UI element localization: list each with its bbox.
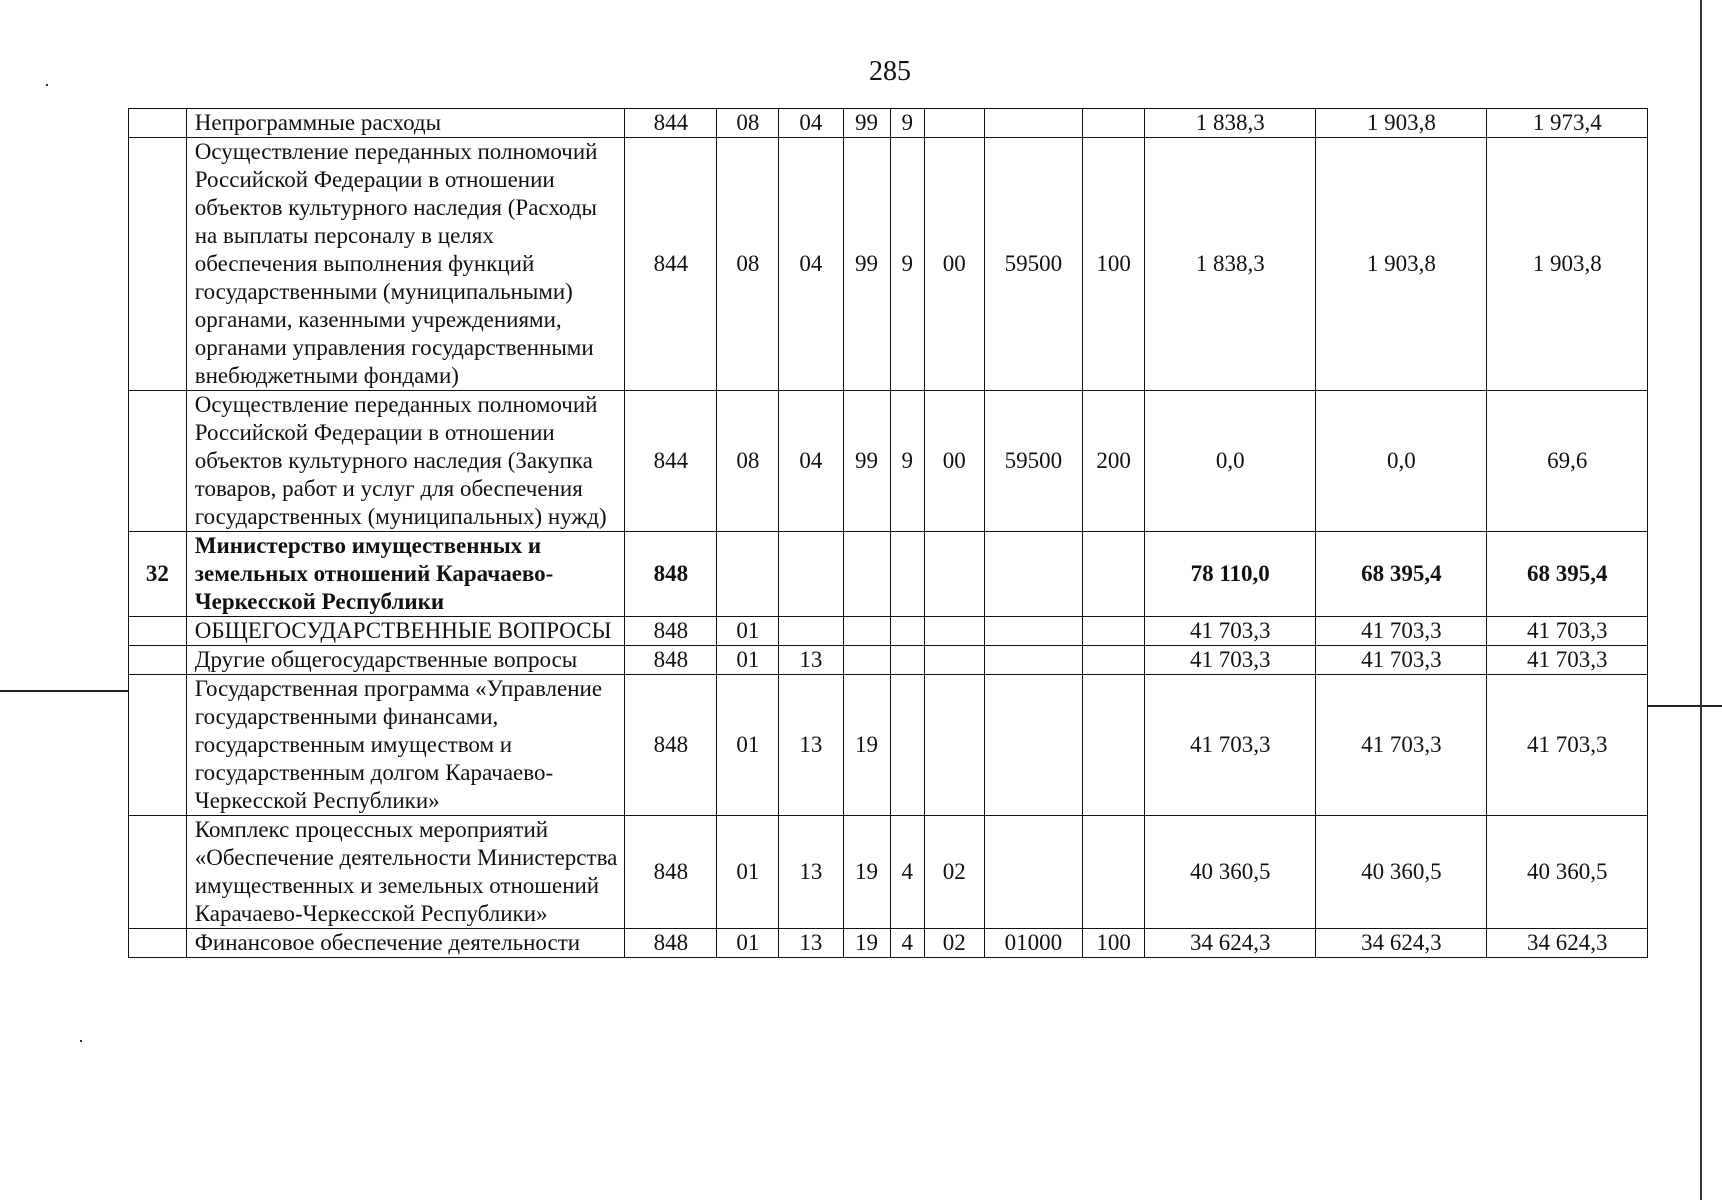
code-expense-type — [1083, 675, 1145, 816]
code-subprogram — [890, 532, 924, 617]
amount-year-1: 40 360,5 — [1145, 816, 1316, 929]
code-event: 02 — [924, 816, 984, 929]
page-number: 285 — [869, 56, 911, 87]
code-event — [924, 646, 984, 675]
amount-year-2: 68 395,4 — [1316, 532, 1487, 617]
code-section: 01 — [717, 646, 779, 675]
amount-year-2: 41 703,3 — [1316, 646, 1487, 675]
row-number — [129, 646, 187, 675]
code-subsection: 04 — [779, 391, 843, 532]
code-section: 01 — [717, 816, 779, 929]
code-program — [843, 646, 890, 675]
code-section — [717, 532, 779, 617]
code-subsection: 13 — [779, 675, 843, 816]
amount-year-3: 69,6 — [1487, 391, 1648, 532]
code-event — [924, 532, 984, 617]
code-subprogram — [890, 617, 924, 646]
code-direction — [984, 675, 1082, 816]
code-event: 02 — [924, 929, 984, 958]
code-direction — [984, 617, 1082, 646]
amount-year-1: 34 624,3 — [1145, 929, 1316, 958]
code-program: 19 — [843, 675, 890, 816]
code-expense-type — [1083, 816, 1145, 929]
code-section: 08 — [717, 109, 779, 138]
amount-year-2: 1 903,8 — [1316, 109, 1487, 138]
amount-year-1: 78 110,0 — [1145, 532, 1316, 617]
code-expense-type — [1083, 532, 1145, 617]
code-program: 99 — [843, 391, 890, 532]
code-direction: 59500 — [984, 138, 1082, 391]
item-name: Осуществление переданных полномочий Российской Федерации в отношении объектов культурного наследия (Закупка товаров, работ и услуг для обеспечения государственных (муниципальных) нужд) — [186, 391, 625, 532]
code-ministry: 848 — [625, 675, 717, 816]
amount-year-3: 41 703,3 — [1487, 675, 1648, 816]
code-ministry: 848 — [625, 532, 717, 617]
code-direction — [984, 532, 1082, 617]
item-name: Непрограммные расходы — [186, 109, 625, 138]
code-expense-type: 100 — [1083, 138, 1145, 391]
code-program: 19 — [843, 929, 890, 958]
amount-year-3: 41 703,3 — [1487, 646, 1648, 675]
code-subsection: 13 — [779, 816, 843, 929]
code-section: 01 — [717, 617, 779, 646]
code-expense-type — [1083, 109, 1145, 138]
amount-year-3: 40 360,5 — [1487, 816, 1648, 929]
amount-year-1: 41 703,3 — [1145, 617, 1316, 646]
code-section: 01 — [717, 929, 779, 958]
amount-year-3: 68 395,4 — [1487, 532, 1648, 617]
code-ministry: 848 — [625, 929, 717, 958]
code-direction: 01000 — [984, 929, 1082, 958]
table-row — [129, 532, 1648, 617]
code-event — [924, 109, 984, 138]
code-ministry: 844 — [625, 138, 717, 391]
code-event: 00 — [924, 138, 984, 391]
code-direction — [984, 816, 1082, 929]
scan-crease-line-right — [1648, 705, 1722, 707]
code-section: 08 — [717, 391, 779, 532]
amount-year-2: 0,0 — [1316, 391, 1487, 532]
amount-year-2: 41 703,3 — [1316, 617, 1487, 646]
code-event: 00 — [924, 391, 984, 532]
budget-table — [128, 108, 1648, 958]
code-expense-type: 200 — [1083, 391, 1145, 532]
row-number — [129, 929, 187, 958]
amount-year-2: 34 624,3 — [1316, 929, 1487, 958]
table-row — [129, 646, 1648, 675]
table-row — [129, 109, 1648, 138]
code-subsection — [779, 617, 843, 646]
item-name: Министерство имущественных и земельных отношений Карачаево-Черкесской Республики — [186, 532, 625, 617]
code-expense-type: 100 — [1083, 929, 1145, 958]
code-direction — [984, 109, 1082, 138]
amount-year-1: 41 703,3 — [1145, 675, 1316, 816]
scan-edge-line — [1700, 0, 1702, 1200]
row-number: 32 — [129, 532, 187, 617]
code-subprogram: 9 — [890, 391, 924, 532]
scan-crease-line-left — [0, 690, 128, 692]
code-subprogram: 9 — [890, 138, 924, 391]
item-name: Финансовое обеспечение деятельности — [186, 929, 625, 958]
item-name: ОБЩЕГОСУДАРСТВЕННЫЕ ВОПРОСЫ — [186, 617, 625, 646]
amount-year-2: 41 703,3 — [1316, 675, 1487, 816]
code-subprogram: 9 — [890, 109, 924, 138]
amount-year-1: 41 703,3 — [1145, 646, 1316, 675]
code-subprogram — [890, 646, 924, 675]
amount-year-1: 1 838,3 — [1145, 138, 1316, 391]
amount-year-1: 1 838,3 — [1145, 109, 1316, 138]
code-subprogram: 4 — [890, 929, 924, 958]
amount-year-2: 1 903,8 — [1316, 138, 1487, 391]
code-program: 19 — [843, 816, 890, 929]
row-number — [129, 391, 187, 532]
code-event — [924, 617, 984, 646]
amount-year-3: 1 903,8 — [1487, 138, 1648, 391]
amount-year-2: 40 360,5 — [1316, 816, 1487, 929]
scan-speck — [46, 84, 48, 86]
amount-year-1: 0,0 — [1145, 391, 1316, 532]
code-subsection — [779, 532, 843, 617]
row-number — [129, 675, 187, 816]
item-name: Осуществление переданных полномочий Российской Федерации в отношении объектов культурного наследия (Расходы на выплаты персоналу в целях обеспечения выполнения функций государственными (муниципальными) органами, казенными учреждениями, органами управления государственными внебюджетными фондами) — [186, 138, 625, 391]
code-ministry: 848 — [625, 646, 717, 675]
code-subprogram: 4 — [890, 816, 924, 929]
code-ministry: 848 — [625, 816, 717, 929]
item-name: Государственная программа «Управление государственными финансами, государственным имуществом и государственным долгом Карачаево-Черкесской Республики» — [186, 675, 625, 816]
code-ministry: 848 — [625, 617, 717, 646]
row-number — [129, 138, 187, 391]
code-subsection: 13 — [779, 646, 843, 675]
code-direction — [984, 646, 1082, 675]
amount-year-3: 41 703,3 — [1487, 617, 1648, 646]
amount-year-3: 34 624,3 — [1487, 929, 1648, 958]
table-row — [129, 617, 1648, 646]
code-expense-type — [1083, 646, 1145, 675]
code-subsection: 04 — [779, 138, 843, 391]
code-program — [843, 532, 890, 617]
row-number — [129, 617, 187, 646]
code-subsection: 04 — [779, 109, 843, 138]
code-program: 99 — [843, 138, 890, 391]
table-row — [129, 816, 1648, 929]
table-row — [129, 929, 1648, 958]
code-ministry: 844 — [625, 109, 717, 138]
table-row — [129, 675, 1648, 816]
code-subsection: 13 — [779, 929, 843, 958]
row-number — [129, 816, 187, 929]
table-row — [129, 138, 1648, 391]
amount-year-3: 1 973,4 — [1487, 109, 1648, 138]
code-expense-type — [1083, 617, 1145, 646]
item-name: Другие общегосударственные вопросы — [186, 646, 625, 675]
code-subprogram — [890, 675, 924, 816]
code-program: 99 — [843, 109, 890, 138]
code-program — [843, 617, 890, 646]
code-event — [924, 675, 984, 816]
code-direction: 59500 — [984, 391, 1082, 532]
code-section: 08 — [717, 138, 779, 391]
code-ministry: 844 — [625, 391, 717, 532]
row-number — [129, 109, 187, 138]
item-name: Комплекс процессных мероприятий «Обеспечение деятельности Министерства имущественных и земельных отношений Карачаево-Черкесской Республики» — [186, 816, 625, 929]
table-row — [129, 391, 1648, 532]
code-section: 01 — [717, 675, 779, 816]
scan-speck — [80, 1040, 82, 1042]
